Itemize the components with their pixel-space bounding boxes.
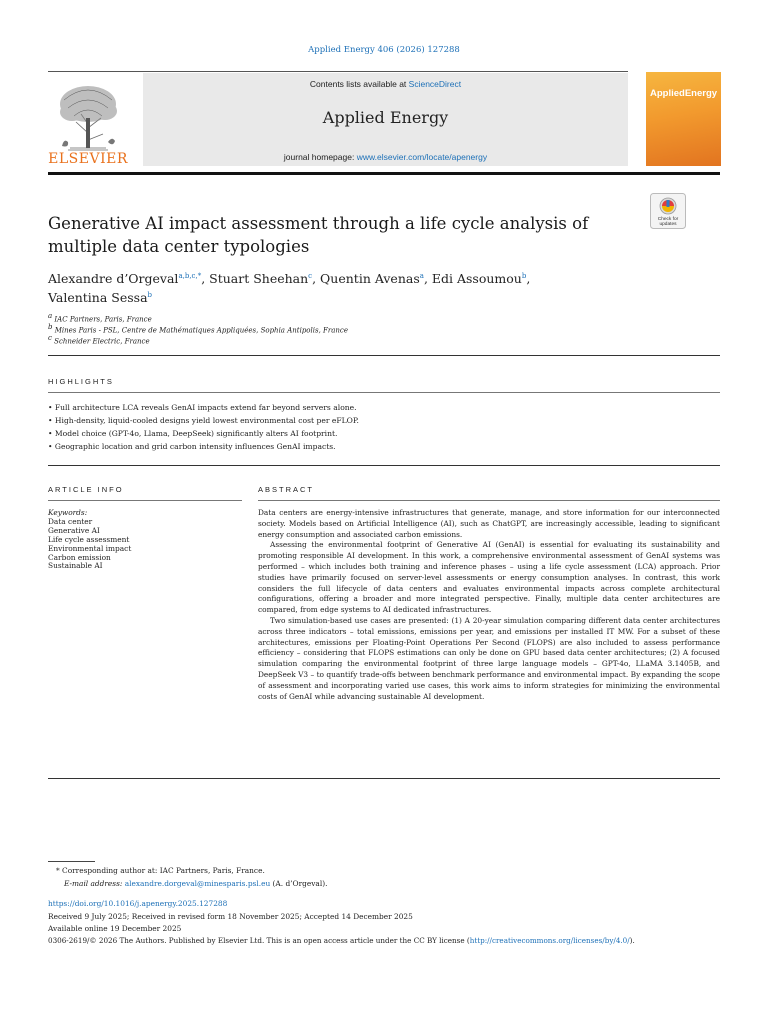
top-divider [48,71,628,72]
online-date: Available online 19 December 2025 [48,924,182,933]
svg-text:updates: updates [659,222,677,227]
check-for-updates-button[interactable] [650,193,686,229]
affiliation: $^c$ Schneider Electric, France [48,334,150,346]
author-affiliation-mark[interactable]: b [521,272,527,280]
author-affiliation-mark[interactable]: b [147,291,153,300]
affiliation: $^b$ Mines Paris - PSL, Centre de Mathématiques Appliquées, Sophia Antipolis, France [48,323,348,335]
license-line: 0306-2619/© 2026 The Authors. Published by Elsevier Ltd. This is an open access article under the CC BY license (http://creativecommons.org/licenses/by/4.0/). [48,936,635,945]
section-divider [48,355,720,356]
abstract-paragraph: Two simulation-based use cases are presented: (1) A 20-year simulation comparing different data center architectures across three indicators – total emissions, emissions per year, and emissions per installed IT MW. For a subset of these architectures, emissions per Floating-Point Operations Per Second (FLOPS) are also included to assess performance efficiency – considering that FLOPS estimations can only be done on GPU based data center architectures; (2) A focused simulation comparing the environmental footprint of three large language models – GPT-4o, LLaMA 3.1405B, and DeepSeek V3 – to quantify trade-offs between benchmark performance and environmental impact. By expanding the scope of assessment and incorporating varied use cases, this work aims to inform strategies for minimizing the environmental costs of GenAI while advancing sustainable AI development. [258,615,720,701]
sciencedirect-link[interactable]: ScienceDirect [408,79,462,89]
author-name: Alexandre d’Orgeval [48,271,179,287]
abstract-paragraph: Data centers are energy-intensive infrastructures that generate, manage, and store information for our interconnected society. Models based on Artificial Intelligence (AI), such as ChatGPT, are increasingly accessible, leading to significant energy consumption and associated carbon emissions. [258,508,720,539]
author-affiliation-mark[interactable]: a [419,272,424,280]
abstract-body [258,508,720,702]
abstract-heading: ABSTRACT [258,485,315,494]
header-divider [48,172,720,175]
author-name: Quentin Avenas [320,271,420,287]
highlights-heading: HIGHLIGHTS [48,377,114,386]
author-list: Alexandre d’Orgeval$^{a,b,c,*}$, Stuart Sheehan$^c$, Quentin Avenas$^a$, Edi Assoumou$^b$, Valentina Sessa$^b$ [48,271,531,306]
keywords-label: Keywords: [48,508,88,517]
author-affiliation-mark[interactable]: c [308,272,313,280]
corresponding-author-note: * Corresponding author at: IAC Partners, Paris, France. [56,866,265,875]
received-dates: Received 9 July 2025; Received in revised form 18 November 2025; Accepted 14 December 2025 [48,912,413,921]
highlight-item: • High-density, liquid-cooled designs yield lowest environmental cost per eFLOP. [48,416,359,425]
highlight-item: • Geographic location and grid carbon intensity influences GenAI impacts. [48,442,336,451]
homepage-line: journal homepage: www.elsevier.com/locate/apenergy [283,152,488,162]
doi-line[interactable] [48,899,227,908]
article-info-divider [48,500,242,501]
footnote-divider [48,861,95,862]
keyword: Carbon emission [48,552,111,562]
keyword: Sustainable AI [48,561,103,571]
highlight-item: • Full architecture LCA reveals GenAI impacts extend far beyond servers alone. [48,403,357,412]
keyword: Environmental impact [48,543,132,553]
journal-cover-image [646,72,721,166]
journal-title: Applied Energy [322,108,449,127]
svg-text:Check for: Check for [657,217,679,222]
keyword: Life cycle assessment [48,534,130,544]
contents-line: Contents lists available at ScienceDirect [309,79,462,89]
highlight-item: • Model choice (GPT-4o, Llama, DeepSeek) significantly alters AI footprint. [48,429,338,438]
doi-link[interactable]: https://doi.org/10.1016/j.apenergy.2025.127288 [48,899,228,908]
keywords-block [48,509,131,571]
email-line: E-mail address: alexandre.dorgeval@minesparis.psl.eu (A. d’Orgeval). [64,879,328,888]
journal-reference[interactable] [0,45,768,55]
author-affiliation-mark[interactable]: a,b,c,* [178,272,202,280]
elsevier-wordmark: ELSEVIER [48,151,128,167]
journal-cover-title: AppliedEnergy [650,88,718,99]
author-name: Valentina Sessa [48,290,148,306]
abstract-paragraph: Assessing the environmental footprint of Generative AI (GenAI) is essential for evaluating its sustainability and promoting responsible AI development. In this work, a comprehensive environmental assessment of GenAI systems was performed – which includes both training and inference phases – using a life cycle assessment (LCA) approach. Prior studies have primarily focused on server-level assessments or energy consumption analyses. In contrast, this work considers the full lifecycle of data centers and evaluates environmental impacts across complete architectural configurations, offering a broader and more integrated perspective. Finally, multiple data center architectures are compared, from edge systems to AI dedicated infrastructures. [258,540,720,615]
journal-reference-link[interactable]: Applied Energy 406 (2026) 127288 [308,45,460,55]
section-divider [48,778,720,779]
article-info-heading: ARTICLE INFO [48,485,124,494]
email-link[interactable]: alexandre.dorgeval@minesparis.psl.eu [124,879,271,888]
abstract-divider [258,500,720,501]
author-name: Stuart Sheehan [209,271,309,287]
author-name: Edi Assoumou [431,271,522,287]
affiliation: $^a$ IAC Partners, Paris, France [48,312,152,324]
check-for-updates-icon [650,193,686,229]
license-link[interactable]: http://creativecommons.org/licenses/by/4.0/ [469,936,630,945]
section-divider [48,392,720,393]
homepage-link[interactable]: www.elsevier.com/locate/apenergy [356,152,488,162]
paper-title: Generative AI impact assessment through a life cycle analysis of multiple data center typologies [48,214,589,256]
keyword: Data center [48,516,93,526]
section-divider [48,465,720,466]
keyword: Generative AI [48,525,100,535]
